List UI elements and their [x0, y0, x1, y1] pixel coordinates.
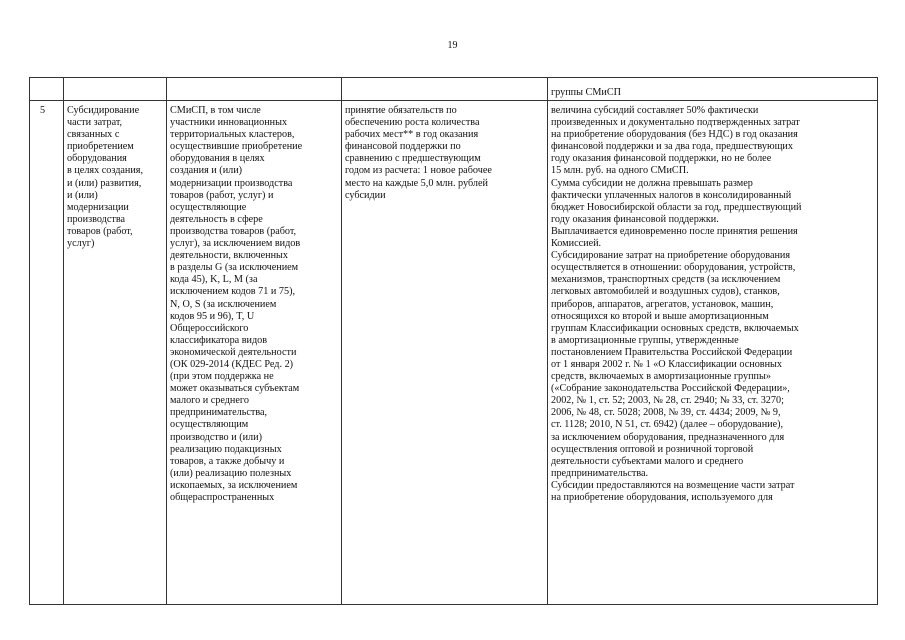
- text-line: относящихся ко второй и выше амортизационным: [551, 310, 769, 322]
- text-line: оборудования в целях: [170, 153, 265, 165]
- support-conditions-lines: [345, 105, 544, 202]
- text-line: от 1 января 2002 г. № 1 «О Классификации основных: [551, 358, 782, 370]
- text-line: предпринимательства.: [551, 467, 649, 479]
- text-line: 15 млн. руб. на одного СМиСП.: [551, 165, 689, 177]
- text-line: товаров (работ,: [67, 225, 133, 237]
- text-line: предпринимательства,: [170, 407, 268, 419]
- text-line: фактически уплаченных налогов в консолидированный: [551, 189, 792, 201]
- text-line: (при этом поддержка не: [170, 371, 274, 383]
- text-line: модернизации производства: [170, 177, 293, 189]
- text-line: услуг): [67, 238, 95, 250]
- text-line: приборов, аппаратов, агрегатов, установок, машин,: [551, 298, 774, 310]
- text-line: Общероссийского: [170, 322, 249, 334]
- text-line: (или) реализацию полезных: [170, 467, 292, 479]
- support-conditions: [342, 101, 548, 605]
- text-line: в разделы G (за исключением: [170, 262, 299, 274]
- subsidy-amount-terms: [548, 101, 878, 605]
- text-line: производства товаров (работ,: [170, 225, 297, 237]
- text-line: приобретением: [67, 141, 134, 153]
- text-line: на приобретение оборудования (без НДС) в год оказания: [551, 129, 798, 141]
- text-line: место на каждые 5,0 млн. рублей: [345, 177, 488, 189]
- support-measure-name: [64, 101, 167, 605]
- text-line: на приобретение оборудования, используемого для: [551, 492, 773, 503]
- text-line: 2006, № 48, ст. 5028; 2008, № 39, ст. 4434; 2009, № 9,: [551, 407, 781, 419]
- text-line: создания и (или): [170, 165, 243, 177]
- text-line: финансовой поддержки по: [345, 141, 461, 153]
- text-line: кода 45), K, L, M (за: [170, 274, 258, 286]
- text-line: («Собрание законодательства Российской Федерации»,: [551, 383, 790, 395]
- header-cell-number: [30, 78, 64, 101]
- row-number: 5: [30, 101, 64, 605]
- text-line: легковых автомобилей и воздушных судов), станков,: [551, 286, 780, 298]
- header-cell-recipients: [167, 78, 342, 101]
- text-line: части затрат,: [67, 117, 123, 129]
- text-line: (ОК 029-2014 (КДЕС Ред. 2): [170, 358, 294, 370]
- support-measure-name-lines: [67, 105, 163, 250]
- text-line: Субсидирование: [67, 105, 140, 116]
- text-line: за исключением оборудования, предназначенного для: [551, 431, 785, 443]
- text-line: Комиссией.: [551, 238, 602, 250]
- text-line: территориальных кластеров,: [170, 129, 295, 141]
- text-line: малого и среднего: [170, 395, 249, 407]
- text-line: и (или) развития,: [67, 177, 142, 189]
- text-line: годом из расчета: 1 новое рабочее: [345, 165, 492, 177]
- text-line: осуществляющим: [170, 419, 249, 431]
- text-line: субсидии: [345, 189, 386, 201]
- text-line: товаров, а также добычу и: [170, 455, 285, 467]
- header-cell-amount: группы СМиСП: [548, 78, 878, 101]
- table-header-continuation-row: [30, 78, 878, 101]
- text-line: может оказываться субъектам: [170, 383, 300, 395]
- text-line: осуществляющие: [170, 201, 247, 213]
- text-line: рабочих мест** в год оказания: [345, 129, 479, 141]
- text-line: обеспечению роста количества: [345, 117, 480, 129]
- text-line: величина субсидий составляет 50% фактически: [551, 105, 759, 116]
- text-line: механизмов, транспортных средств (за исключением: [551, 274, 781, 286]
- page-number: 19: [447, 40, 458, 51]
- text-line: реализацию подакцизных: [170, 443, 282, 455]
- text-line: ископаемых, за исключением: [170, 479, 298, 491]
- text-line: товаров (работ, услуг) и: [170, 189, 274, 201]
- text-line: Субсидирование затрат на приобретение оборудования: [551, 250, 791, 262]
- text-line: кодов 95 и 96), T, U: [170, 310, 255, 322]
- header-cell-name: [64, 78, 167, 101]
- header-cell-conditions: [342, 78, 548, 101]
- text-line: производства: [67, 213, 126, 225]
- text-line: осуществившие приобретение: [170, 141, 303, 153]
- text-line: экономической деятельности: [170, 346, 297, 358]
- text-line: осуществления оптовой и розничной торговой: [551, 443, 754, 455]
- recipients-description-lines: [170, 105, 338, 504]
- text-line: в целях создания,: [67, 165, 144, 177]
- text-line: 2002, № 1, ст. 52; 2003, № 28, ст. 2940; № 33, ст. 3270;: [551, 395, 784, 407]
- text-line: исключением кодов 71 и 75),: [170, 286, 296, 298]
- text-line: в амортизационные группы, утвержденные: [551, 334, 739, 346]
- text-line: связанных с: [67, 129, 120, 141]
- text-line: сравнению с предшествующим: [345, 153, 481, 165]
- text-line: производство и (или): [170, 431, 262, 443]
- text-line: бюджет Новосибирской области за год, предшествующий: [551, 201, 802, 213]
- text-line: деятельности, включенных: [170, 250, 288, 262]
- text-line: и (или): [67, 189, 98, 201]
- recipients-description: [167, 101, 342, 605]
- text-line: году оказания финансовой поддержки.: [551, 213, 719, 225]
- table-row: [30, 101, 878, 605]
- text-line: средств, включаемых в амортизационные группы»: [551, 371, 771, 383]
- text-line: СМиСП, в том числе: [170, 105, 261, 116]
- support-measures-table: [29, 77, 878, 605]
- subsidy-amount-terms-lines: [551, 105, 874, 504]
- text-line: осуществляется в отношении: оборудования, устройств,: [551, 262, 796, 274]
- text-line: оборудования: [67, 153, 127, 165]
- text-line: N, O, S (за исключением: [170, 298, 277, 310]
- text-line: группам Классификации основных средств, включаемых: [551, 322, 799, 334]
- text-line: деятельности субъектами малого и среднего: [551, 455, 744, 467]
- text-line: модернизации: [67, 201, 129, 213]
- text-line: классификатора видов: [170, 334, 268, 346]
- text-line: финансовой поддержки и за два года, предшествующих: [551, 141, 793, 153]
- text-line: произведенных и документально подтвержденных затрат: [551, 117, 800, 129]
- text-line: постановлением Правительства Российской Федерации: [551, 346, 793, 358]
- text-line: ст. 1128; 2010, N 51, ст. 6942) (далее – оборудование),: [551, 419, 784, 431]
- text-line: Выплачивается единовременно после принятия решения: [551, 225, 798, 237]
- text-line: деятельность в сфере: [170, 213, 263, 225]
- text-line: общераспространенных: [170, 492, 275, 503]
- text-line: принятие обязательств по: [345, 105, 457, 116]
- text-line: участники инновационных: [170, 117, 288, 129]
- text-line: году оказания финансовой поддержки, но не более: [551, 153, 772, 165]
- text-line: услуг), за исключением видов: [170, 238, 301, 250]
- text-line: Субсидии предоставляются на возмещение части затрат: [551, 479, 795, 491]
- text-line: Сумма субсидии не должна превышать размер: [551, 177, 753, 189]
